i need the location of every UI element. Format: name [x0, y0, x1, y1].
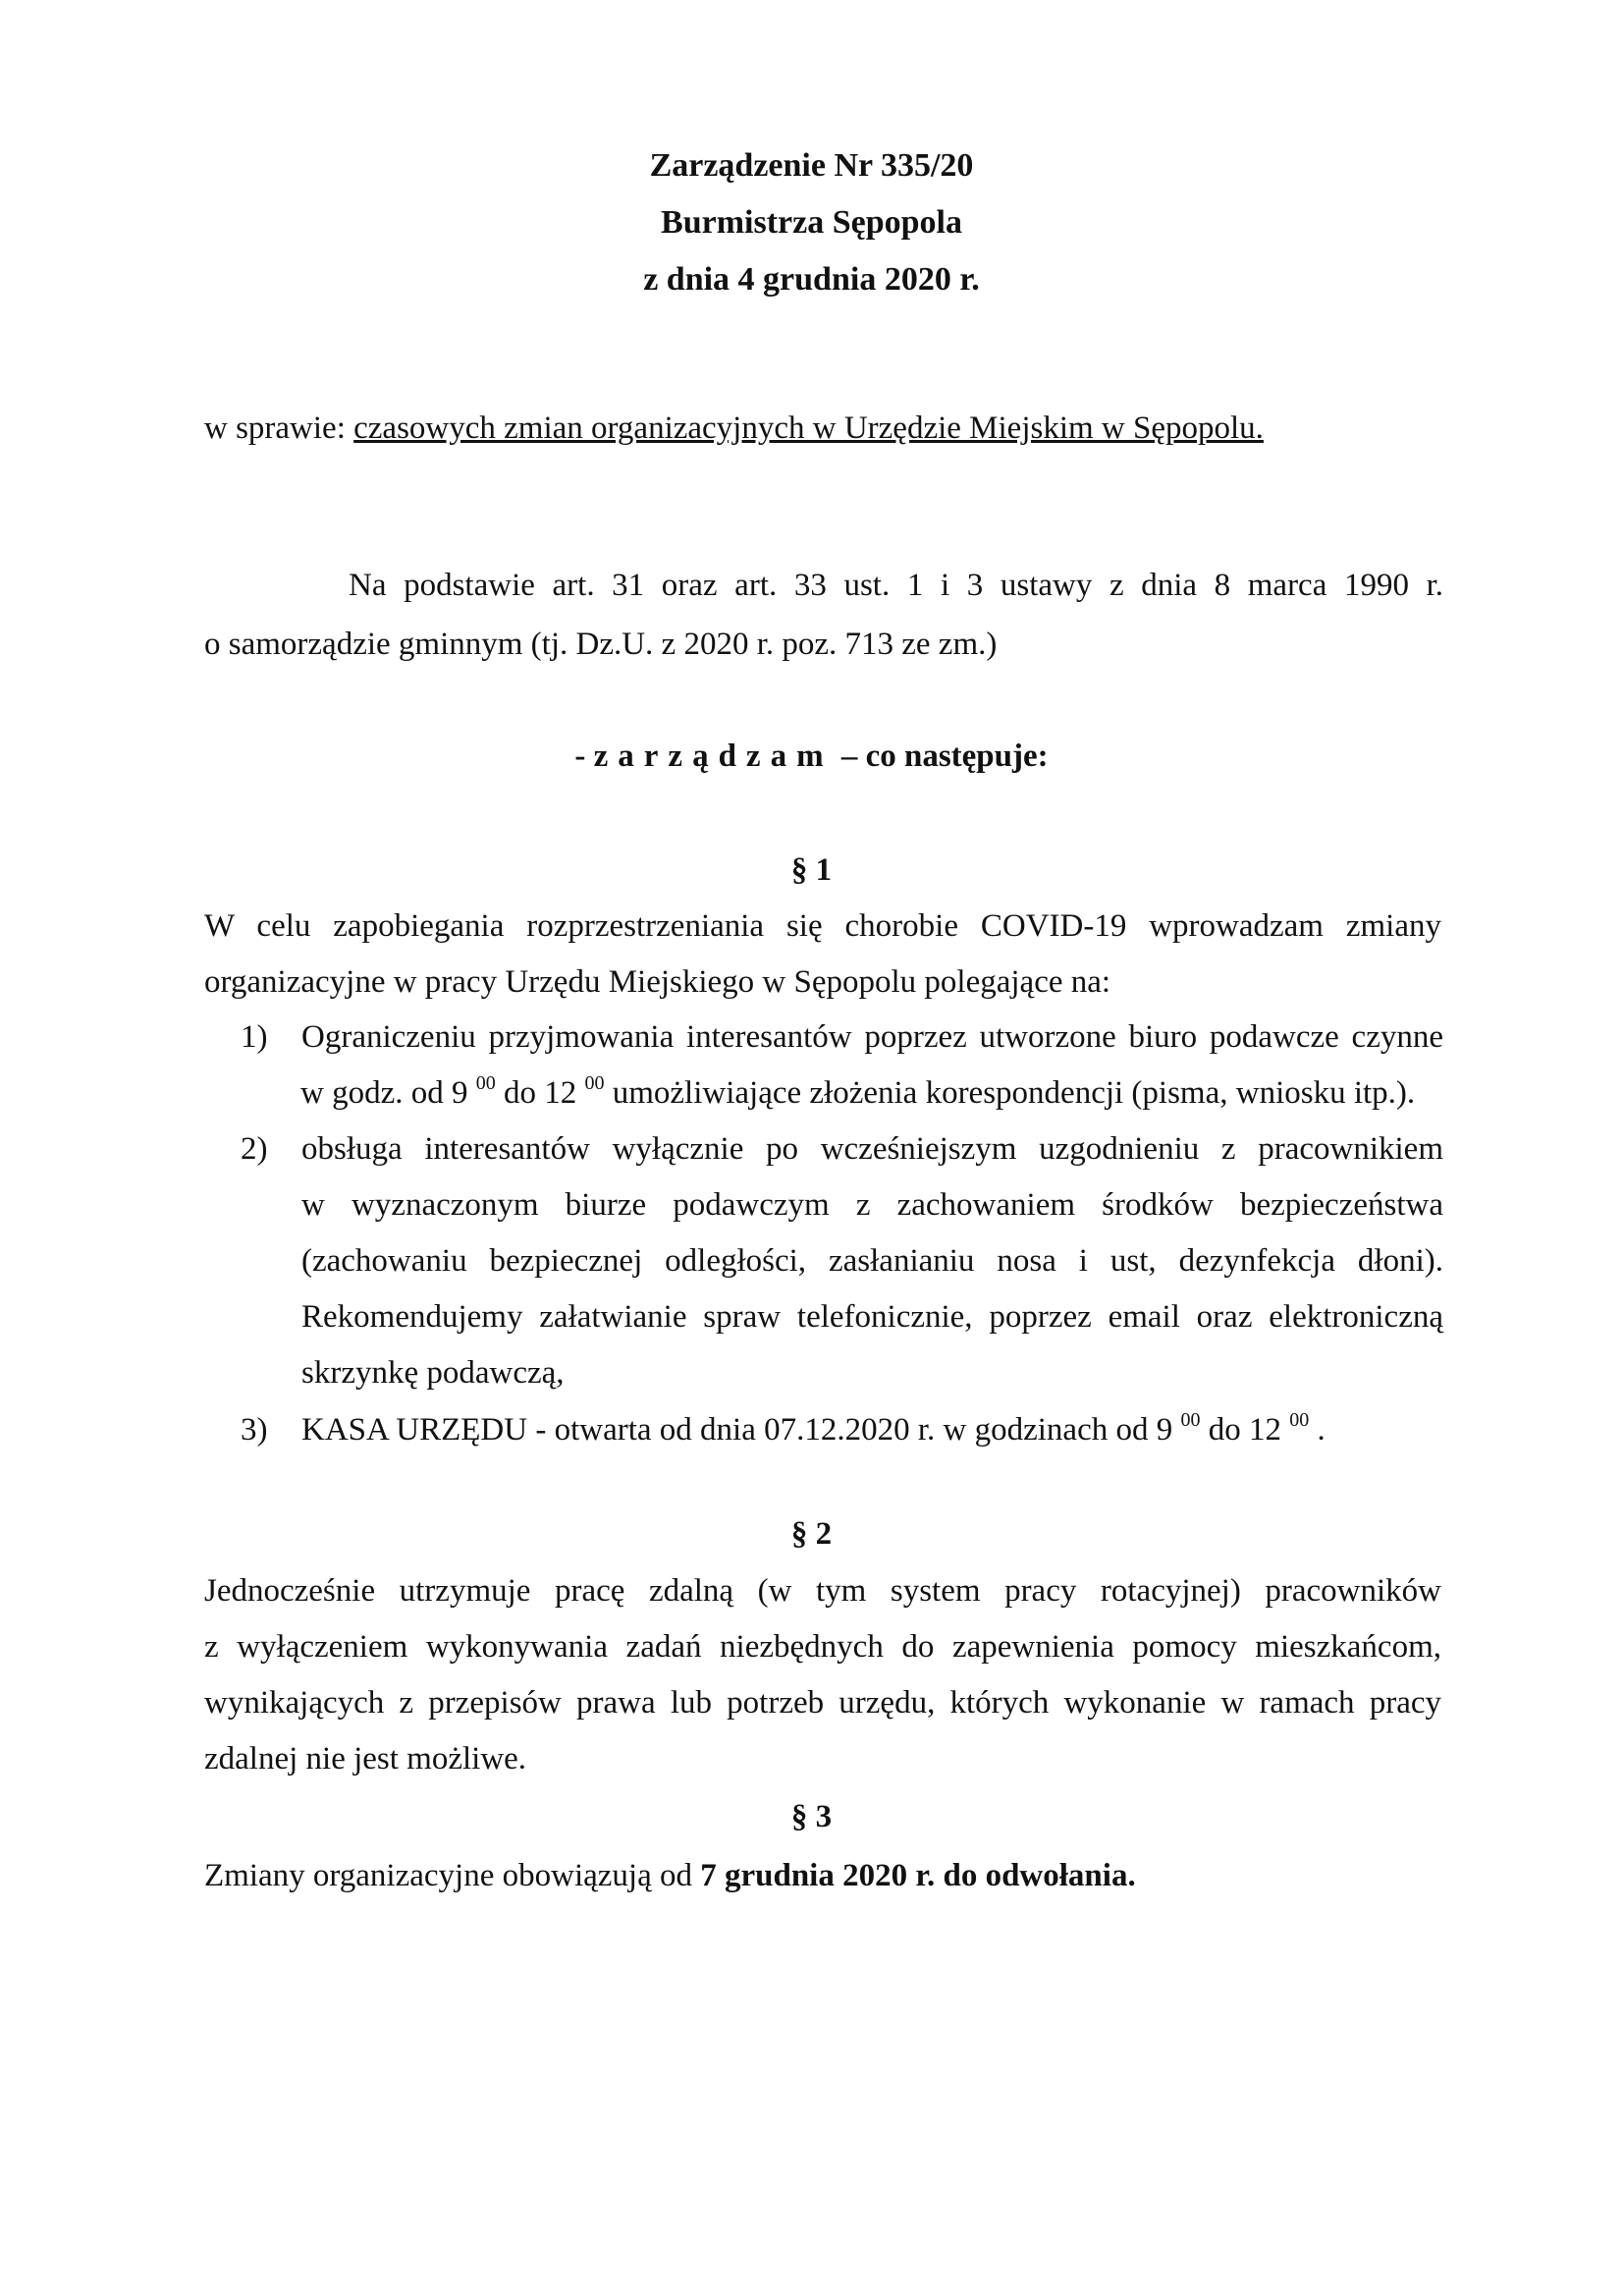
section2-line3: wynikających z przepisów prawa lub potrzeb urzędu, których wykonanie w ramach pracy [204, 1685, 1441, 1721]
document-date: z dnia 4 grudnia 2020 r. [643, 261, 980, 298]
section1-intro-line1: W celu zapobiegania rozprzestrzeniania się chorobie COVID-19 wprowadzam zmiany [204, 908, 1441, 944]
document-issuer: Burmistrza Sępopola [661, 204, 962, 241]
decree-word: zarządzam [593, 738, 834, 774]
subject-line [204, 410, 1264, 447]
section2-line4: zdalnej nie jest możliwe. [204, 1741, 527, 1777]
list-number: 2) [241, 1131, 268, 1167]
section1-heading: § 1 [790, 852, 833, 888]
subject-label: w sprawie: [204, 410, 354, 446]
legal-basis-line1: Na podstawie art. 31 oraz art. 33 ust. 1 i 3 ustawy z dnia 8 marca 1990 r. [349, 568, 1443, 603]
legal-basis-line2: o samorządzie gminnym (tj. Dz.U. z 2020 r. poz. 713 ze zm.) [204, 627, 998, 662]
section1-intro-line2: organizacyjne w pracy Urzędu Miejskiego w Sępopolu polegające na: [204, 964, 1111, 1000]
list-number: 1) [241, 1019, 268, 1055]
section2-line1: Jednocześnie utrzymuje pracę zdalną (w tym system pracy rotacyjnej) pracowników [204, 1573, 1441, 1609]
section3-heading: § 3 [790, 1799, 833, 1834]
section3-text: Zmiany organizacyjne obowiązują od 7 grudnia 2020 r. do odwołania. [204, 1858, 1136, 1893]
decree-line: - zarządzam – co następuje: [574, 738, 1049, 774]
list-number: 3) [241, 1412, 268, 1448]
document-page: Zarządzenie Nr 335/20 Burmistrza Sępopola z dnia 4 grudnia 2020 r. w sprawie: czasowych zmian organizacyjnych w Urzędzie Miejskim w Sępopolu. Na podstawie art. 31 oraz art. 33 ust. 1 i 3 ustawy z dnia 8 marca 1990 r. o samorządzie gminnym (tj. Dz.U. z 2020 r. poz. 713 ze zm.) - zarządzam – co następuje: § 1 W celu zapobiegania rozprzestrzeniania się chorobie COVID-19 wprowadzam zmiany organizacyjne w pracy Urzędu Miejskiego w Sępopolu polegające na: 1) Ograniczeniu przyjmowania interesantów poprzez utworzone biuro podawcze czynne w godz. od 9 $^{00}$ do 12 $^{00}$ umożliwiające złożenia korespondencji (pisma, wniosku itp.). 2) obsługa interesantów wyłącznie po wcześniejszym uzgodnieniu z pracownikiem w wyznaczonym biurze podawczym z zachowaniem środków bezpieczeństwa (zachowaniu bezpiecznej odległości, zasłanianiu nosa i ust, dezynfekcja dłoni). Rekomendujemy załatwianie spraw telefonicznie, poprzez email oraz elektroniczną skrzynkę podawczą, 3) KASA URZĘDU - otwarta od dnia 07.12.2020 r. w godzinach od 9 $^{00}$ do 12 $^{00}$ . § 2 Jednocześnie utrzymuje pracę zdalną (w tym system pracy rotacyjnej) pracowników z wyłączeniem wykonywania zadań niezbędnych do zapewnienia pomocy mieszkańcom, wynikających z przepisów prawa lub potrzeb urzędu, których wykonanie w ramach pracy zdalnej nie jest możliwe. § 3 Zmiany organizacyjne obowiązują od 7 grudnia 2020 r. do odwołania. [0, 0, 1623, 2296]
subject-text: czasowych zmian organizacyjnych w Urzędzie Miejskim w Sępopolu. [353, 410, 1264, 446]
section2-heading: § 2 [790, 1516, 833, 1552]
document-title: Zarządzenie Nr 335/20 [649, 147, 974, 184]
section2-line2: z wyłączeniem wykonywania zadań niezbędnych do zapewnienia pomocy mieszkańcom, [204, 1629, 1441, 1665]
